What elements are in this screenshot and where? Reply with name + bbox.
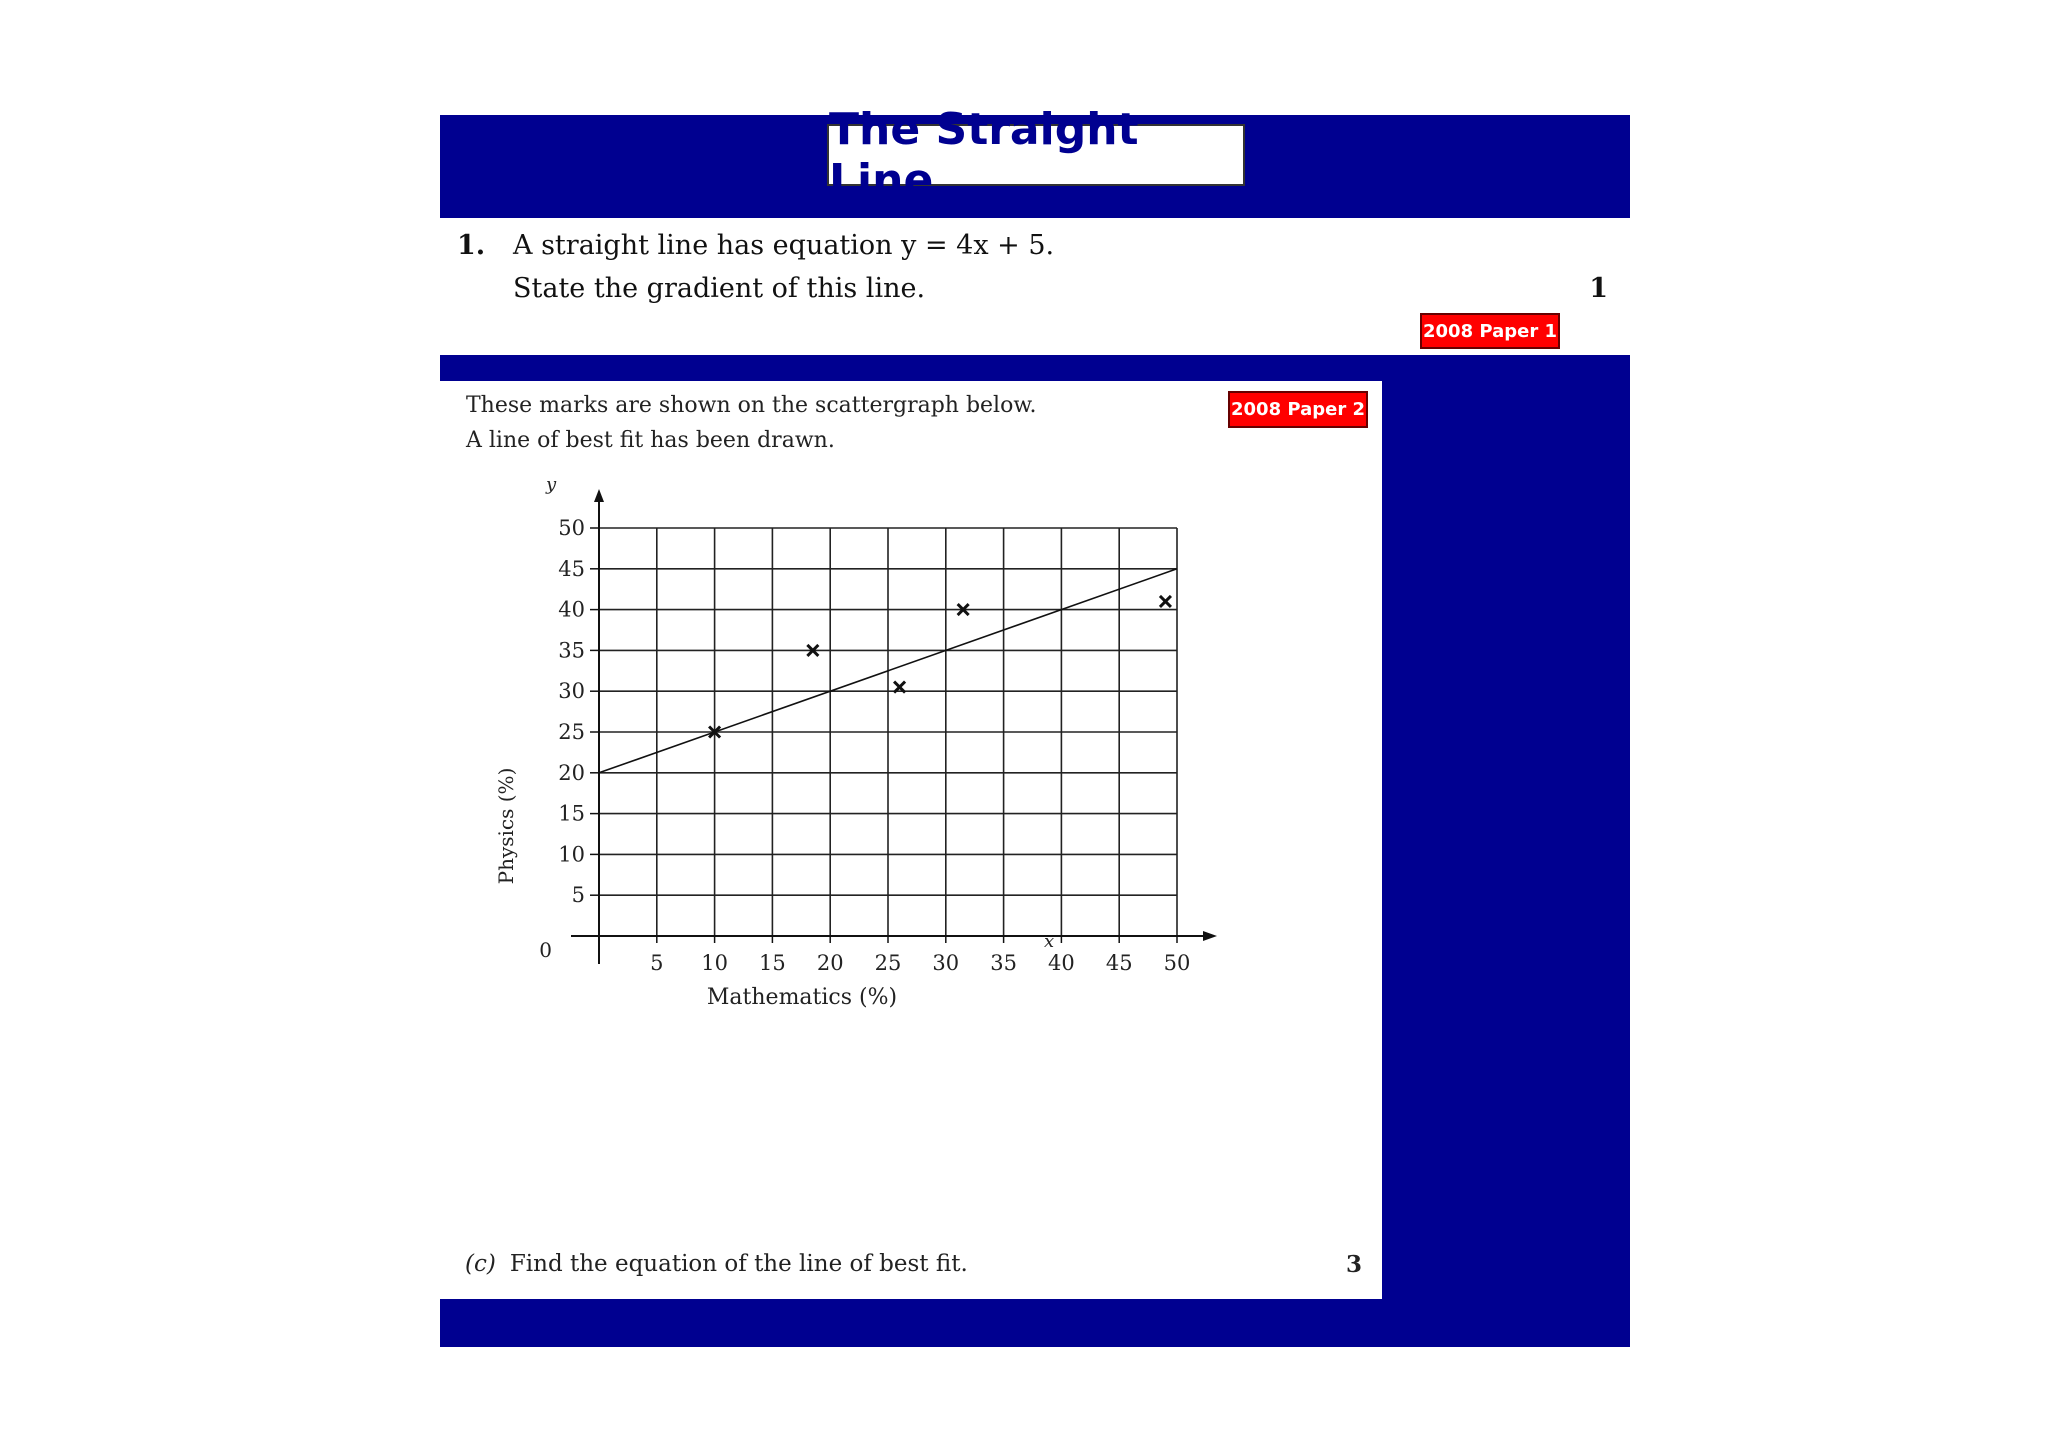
x-axis-label: Mathematics (%) — [706, 985, 898, 1010]
y-tick-label: 10 — [558, 842, 585, 867]
part-c-text: Find the equation of the line of best fit. — [509, 1251, 968, 1277]
y-axis-letter: y — [546, 474, 557, 495]
question-1-number: 1. — [457, 230, 486, 261]
question-1-statement: A straight line has equation y = 4x + 5. — [513, 230, 1055, 261]
y-tick-label: 20 — [558, 760, 585, 785]
origin-label: 0 — [539, 938, 552, 962]
y-tick-label: 35 — [558, 638, 585, 663]
y-tick-label: 45 — [558, 556, 585, 581]
question-1-prompt: State the gradient of this line. — [513, 273, 926, 304]
title-box — [827, 104, 1245, 206]
paper-badge-2: 2008 Paper 2 — [1228, 391, 1368, 428]
question-2-intro-1: These marks are shown on the scattergraph below. — [466, 393, 1037, 418]
x-tick-label: 35 — [990, 951, 1017, 975]
y-tick-label: 50 — [558, 516, 585, 540]
question-1-marks: 1 — [1589, 273, 1608, 304]
y-tick-label: 30 — [558, 679, 585, 704]
x-axis-letter: x — [1044, 931, 1055, 952]
x-axis-arrow — [1203, 931, 1217, 941]
x-tick-label: 40 — [1048, 951, 1075, 975]
y-tick-label: 5 — [571, 883, 585, 908]
y-tick-label: 25 — [558, 720, 585, 744]
question-1 — [440, 218, 1630, 355]
x-tick-label: 45 — [1105, 951, 1133, 975]
data-point — [1160, 596, 1171, 607]
y-axis-arrow — [594, 489, 604, 502]
question-2-marks: 3 — [1345, 1251, 1362, 1278]
question-2-part-c — [465, 1251, 968, 1277]
x-tick-label: 30 — [932, 951, 960, 975]
slide — [440, 104, 1630, 1347]
question-2 — [440, 381, 1382, 1299]
paper-badge-1: 2008 Paper 1 — [1420, 313, 1560, 349]
slide-title: The Straight Line — [829, 104, 1139, 206]
x-tick-label: 25 — [874, 951, 902, 975]
x-tick-label: 5 — [650, 951, 664, 975]
scattergraph — [440, 381, 1382, 1231]
x-tick-label: 10 — [701, 951, 728, 975]
x-tick-label: 50 — [1163, 951, 1191, 975]
y-tick-label: 15 — [558, 801, 585, 826]
y-axis-label: Physics (%) — [494, 767, 518, 885]
x-tick-label: 15 — [759, 951, 786, 975]
question-2-intro-2: A line of best fit has been drawn. — [466, 428, 835, 453]
title-band — [440, 104, 1630, 218]
x-tick-label: 20 — [816, 951, 844, 975]
part-c-label: (c) — [465, 1251, 496, 1277]
y-tick-label: 40 — [558, 597, 585, 622]
